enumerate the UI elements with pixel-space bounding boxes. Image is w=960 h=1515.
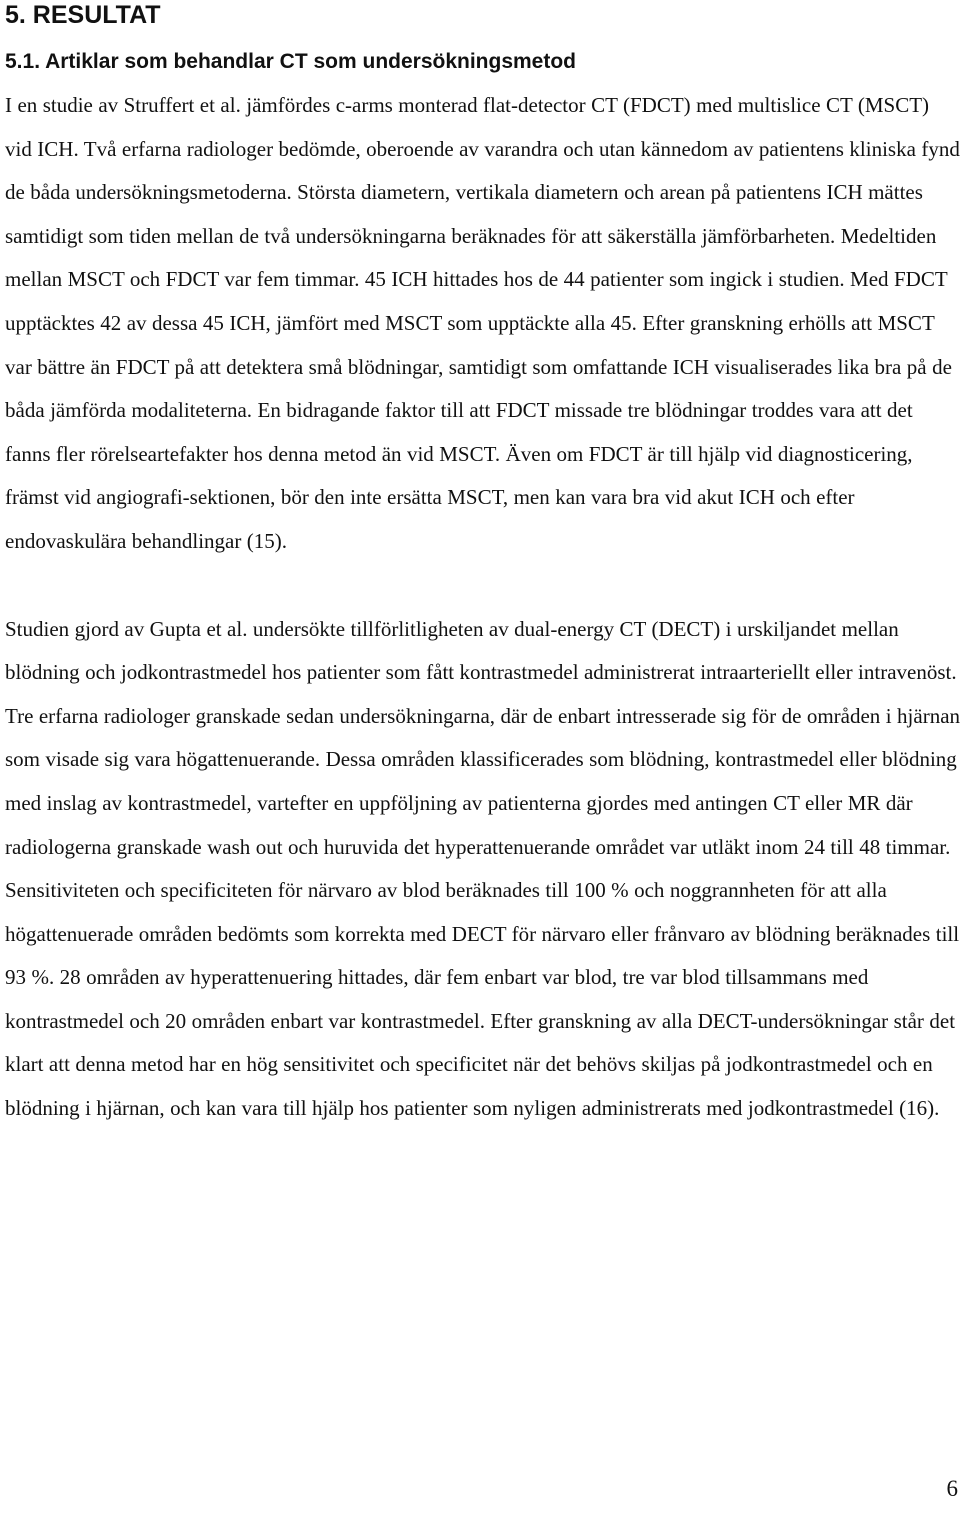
paragraph-struffert-study: I en studie av Struffert et al. jämfördes c-arms monterad flat-detector CT (FDCT) med multislice CT (MSCT) vid ICH. Två erfarna radiologer bedömde, oberoende av varandra och utan kännedom av patientens kliniska fynd de båda undersökningsmetoderna. Största diametern, vertikala diametern och arean på patientens ICH mättes samtidigt som tiden mellan de två undersökningarna beräknades för att säkerställa jämförbarheten. Medeltiden mellan MSCT och FDCT var fem timmar. 45 ICH hittades hos de 44 patienter som ingick i studien. Med FDCT upptäcktes 42 av dessa 45 ICH, jämfört med MSCT som upptäckte alla 45. Efter granskning erhölls att MSCT var bättre än FDCT på att detektera små blödningar, samtidigt som omfattande ICH visualiserades lika bra på de båda jämförda modaliteterna. En bidragande faktor till att FDCT missade tre blödningar troddes vara att det fanns fler rörelseartefakter hos denna metod än vid MSCT. Även om FDCT är till hjälp vid diagnosticering, främst vid angiografi-sektionen, bör den inte ersätta MSCT, men kan vara bra vid akut ICH och efter endovaskulära behandlingar (15).	[5, 93, 960, 553]
document-page	[5, 0, 960, 1131]
section-title: 5. RESULTAT	[5, 1, 161, 29]
paragraph-gupta-study: Studien gjord av Gupta et al. undersökte tillförlitligheten av dual-energy CT (DECT) i urskiljandet mellan blödning och jodkontrastmedel hos patienter som fått kontrastmedel administrerat intraarteriellt eller intravenöst. Tre erfarna radiologer granskade sedan undersökningarna, där de enbart intresserade sig för de områden i hjärnan som visade sig vara högattenuerande. Dessa områden klassificerades som blödning, kontrastmedel eller blödning med inslag av kontrastmedel, vartefter en uppföljning av patienterna gjordes med antingen CT eller MR där radiologerna granskade wash out och huruvida det hyperattenuerande området var utläkt inom 24 till 48 timmar. Sensitiviteten och specificiteten för närvaro av blod beräknades till 100 % och noggrannheten för att alla högattenuerade områden bedömts som korrekta med DECT för närvaro eller frånvaro av blödning beräknades till 93 %. 28 områden av hyperattenuering hittades, där fem enbart var blod, tre var blod tillsammans med kontrastmedel och 20 områden enbart var kontrastmedel. Efter granskning av alla DECT-undersökningar står det klart att denna metod har en hög sensitivitet och specificitet när det behövs skiljas på jodkontrastmedel och en blödning i hjärnan, och kan vara till hjälp hos patienter som nyligen administrerats med jodkontrastmedel (16).	[5, 616, 960, 1121]
page-number: 6	[946, 1476, 958, 1501]
subsection-title: 5.1. Artiklar som behandlar CT som undersökningsmetod	[5, 50, 577, 73]
